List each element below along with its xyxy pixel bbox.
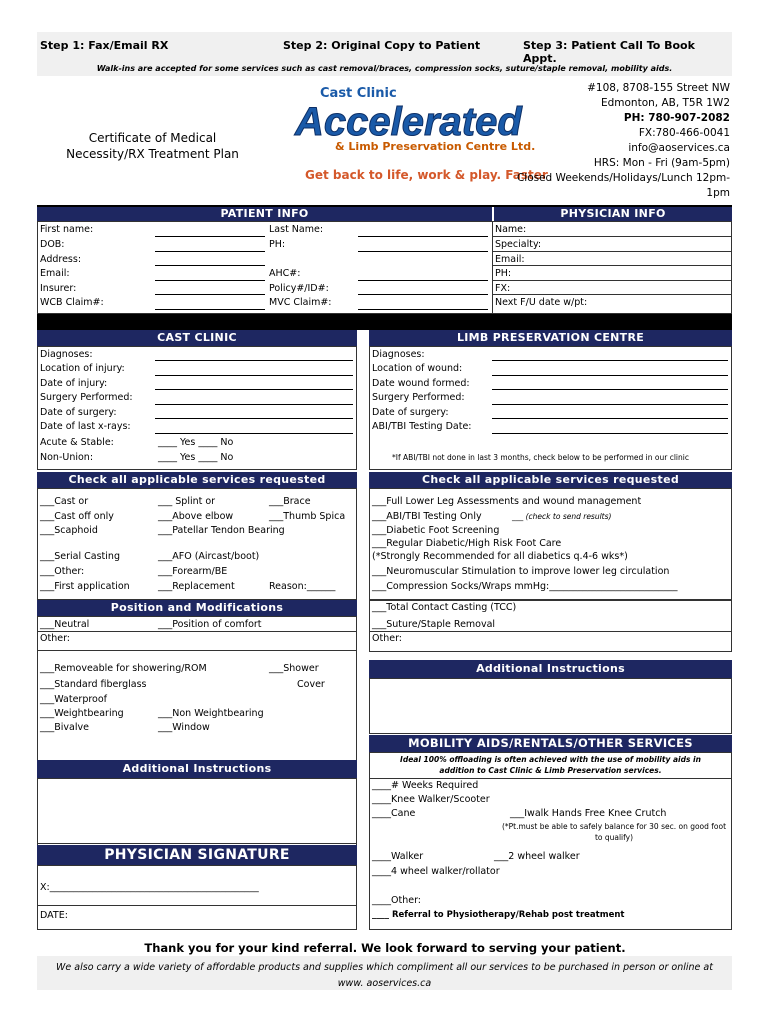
cast-diag-label: Diagnoses: <box>40 349 93 360</box>
svc-above-elbow[interactable]: ___Above elbow <box>158 511 234 522</box>
address-line: Edmonton, AB, T5R 1W2 <box>600 97 730 109</box>
phys-name-label: Name: <box>495 224 527 235</box>
abi-note: *If ABI/TBI not done in last 3 months, check below to be performed in our clinic <box>392 453 689 462</box>
closed-cont: 1pm <box>706 187 730 199</box>
mod-waterproof[interactable]: ___Waterproof <box>40 694 108 705</box>
last-name-field[interactable] <box>358 236 488 237</box>
black-band <box>37 314 732 330</box>
svc-abi[interactable]: ___ABI/TBI Testing Only <box>372 511 482 522</box>
clinic-address <box>517 81 730 201</box>
cast-date-field[interactable] <box>155 389 353 390</box>
svc-cast-off[interactable]: ___Cast off only <box>40 511 114 522</box>
svc-suture[interactable]: ___Suture/Staple Removal <box>372 619 496 630</box>
mod-fiberglass[interactable]: ___Standard fiberglass <box>40 679 147 690</box>
svc-strongly: (*Strongly Recommended for all diabetics q.4-6 wks*) <box>372 551 628 562</box>
cast-xray-label: Date of last x-rays: <box>40 421 131 432</box>
svc-other[interactable]: ___Other: <box>40 566 85 577</box>
phys-followup-label: Next F/U date w/pt: <box>495 297 588 308</box>
svc-forearm[interactable]: ___Forearm/BE <box>158 566 228 577</box>
ideal-line-2: addition to Cast Clinic & Limb Preservation services. <box>439 766 662 775</box>
svc-lower-leg[interactable]: ___Full Lower Leg Assessments and wound management <box>372 496 642 507</box>
acute-yesno[interactable]: ____ Yes ____ No <box>158 437 234 448</box>
svc-afo[interactable]: ___AFO (Aircast/boot) <box>158 551 260 562</box>
email-field[interactable] <box>155 280 265 281</box>
logo-main: Accelerated <box>295 100 522 143</box>
title-line-1: Certificate of Medical <box>88 131 217 145</box>
svc-replacement[interactable]: ___Replacement <box>158 581 235 592</box>
logo-top: Cast Clinic <box>320 86 397 101</box>
phys-ph-label: PH: <box>495 268 512 279</box>
limb-surgdate-label: Date of surgery: <box>372 407 449 418</box>
policy-field[interactable] <box>358 294 488 295</box>
step-3: Step 3: Patient Call To Book Appt. <box>523 39 695 65</box>
cast-surgery-field[interactable] <box>155 404 353 405</box>
cast-date-label: Date of injury: <box>40 378 108 389</box>
footer-note <box>37 960 732 992</box>
patient-info-header: PATIENT INFO <box>37 207 492 221</box>
svc-patellar[interactable]: ___Patellar Tendon Bearing <box>158 525 285 536</box>
ph-label: PH: <box>269 239 286 250</box>
logo-wordmark <box>293 97 533 143</box>
title-line-2: Necessity/RX Treatment Plan <box>66 147 239 161</box>
pos-comfort[interactable]: ___Position of comfort <box>158 619 262 630</box>
first-name-field[interactable] <box>155 236 265 237</box>
ideal-line-1: Ideal 100% offloading is often achieved with the use of mobility aids in <box>400 755 701 764</box>
mob-walker[interactable]: ____Walker <box>372 851 424 862</box>
mob-physio[interactable]: ____ Referral to Physiotherapy/Rehab post treatment <box>372 910 625 920</box>
fax: FX:780-466-0041 <box>638 127 730 139</box>
mod-removeable[interactable]: ___Removeable for showering/ROM <box>40 663 207 674</box>
mod-non-weightbearing[interactable]: ___Non Weightbearing <box>158 708 264 719</box>
svc-thumb[interactable]: ___Thumb Spica <box>269 511 346 522</box>
ph-field[interactable] <box>358 251 488 252</box>
additional-right-header: Additional Instructions <box>369 660 732 678</box>
acute-label: Acute & Stable: <box>40 437 114 448</box>
email-label: Email: <box>40 268 70 279</box>
email: info@aoservices.ca <box>628 142 730 154</box>
info-box <box>37 221 732 314</box>
mob-iwalk-note: (*Pt.must be able to safely balance for 30 sec. on good foot to qualify) <box>501 822 727 842</box>
cast-location-field[interactable] <box>155 375 353 376</box>
policy-label: Policy#/ID#: <box>269 283 329 294</box>
signature-box <box>37 865 357 930</box>
pos-neutral[interactable]: ___Neutral <box>40 619 90 630</box>
ahc-label: AHC#: <box>269 268 301 279</box>
wcb-label: WCB Claim#: <box>40 297 104 308</box>
address-line: #108, 8708-155 Street NW <box>587 82 730 94</box>
address-field[interactable] <box>155 265 265 266</box>
last-name-label: Last Name: <box>269 224 324 235</box>
abi-date-field[interactable] <box>492 433 728 434</box>
additional-left-header: Additional Instructions <box>37 760 357 778</box>
abi-date-label: ABI/TBI Testing Date: <box>372 421 472 432</box>
signature-header: PHYSICIAN SIGNATURE <box>37 845 357 865</box>
limb-header: LIMB PRESERVATION CENTRE <box>369 330 732 346</box>
limb-surgery-label: Surgery Performed: <box>372 392 465 403</box>
additional-right-box[interactable] <box>369 678 732 734</box>
signature-date[interactable]: DATE: <box>40 910 68 921</box>
insurer-field[interactable] <box>155 294 265 295</box>
svc-tcc[interactable]: ___Total Contact Casting (TCC) <box>372 602 517 613</box>
mod-weightbearing[interactable]: ___Weightbearing <box>40 708 124 719</box>
svc-cast[interactable]: ___Cast or <box>40 496 89 507</box>
dob-field[interactable] <box>155 251 265 252</box>
mobility-ideal <box>369 754 732 776</box>
limb-formed-field[interactable] <box>492 389 728 390</box>
hours: HRS: Mon - Fri (9am-5pm) <box>593 157 730 169</box>
svc-first[interactable]: ___First application <box>40 581 130 592</box>
mob-other[interactable]: ____Other: <box>372 895 422 906</box>
limb-diag-field[interactable] <box>492 360 728 361</box>
insurer-label: Insurer: <box>40 283 77 294</box>
limb-surgdate-field[interactable] <box>492 418 728 419</box>
thanks-text: Thank you for your kind referral. We look forward to serving your patient. <box>144 941 626 955</box>
limb-location-field[interactable] <box>492 375 728 376</box>
physician-info-header: PHYSICIAN INFO <box>494 207 732 221</box>
steps-bar <box>37 32 732 76</box>
svc-brace[interactable]: ___Brace <box>269 496 311 507</box>
mod-window[interactable]: ___Window <box>158 722 210 733</box>
limb-services-header: Check all applicable services requested <box>369 472 732 488</box>
nonunion-label: Non-Union: <box>40 452 94 463</box>
address-label: Address: <box>40 254 82 265</box>
svc-foot-care[interactable]: ___Regular Diabetic/High Risk Foot Care <box>372 538 562 549</box>
svc-neuro[interactable]: ___Neuromuscular Stimulation to improve lower leg circulation <box>372 566 670 577</box>
phone: PH: 780-907-2082 <box>623 112 730 124</box>
position-header: Position and Modifications <box>37 600 357 616</box>
nonunion-yesno[interactable]: ____ Yes ____ No <box>158 452 234 463</box>
first-name-label: First name: <box>40 224 94 235</box>
dob-label: DOB: <box>40 239 65 250</box>
svc-reason[interactable]: Reason:______ <box>269 581 336 592</box>
svc-limb-other[interactable]: Other: <box>372 633 403 644</box>
mod-bivalve[interactable]: ___Bivalve <box>40 722 89 733</box>
cast-surgdate-field[interactable] <box>155 418 353 419</box>
mob-knee-walker[interactable]: ____Knee Walker/Scooter <box>372 794 490 805</box>
ahc-field[interactable] <box>358 280 488 281</box>
mob-cane[interactable]: ____Cane <box>372 808 416 819</box>
signature-field[interactable]: X:____________________________________________ <box>40 882 259 893</box>
logo-sub: & Limb Preservation Centre Ltd. <box>335 140 536 153</box>
limb-location-label: Location of wound: <box>372 363 463 374</box>
mob-2-wheel[interactable]: ___2 wheel walker <box>494 851 580 862</box>
phys-specialty-label: Specialty: <box>495 239 542 250</box>
cast-location-label: Location of injury: <box>40 363 125 374</box>
footer-web[interactable]: www. aoservices.ca <box>337 978 432 989</box>
phys-fx-label: FX: <box>495 283 511 294</box>
mobility-header: MOBILITY AIDS/RENTALS/OTHER SERVICES <box>369 735 732 752</box>
wcb-field[interactable] <box>155 309 265 310</box>
cast-clinic-header: CAST CLINIC <box>37 330 357 346</box>
svc-splint[interactable]: ___ Splint or <box>158 496 216 507</box>
svc-scaphoid[interactable]: ___Scaphoid <box>40 525 98 536</box>
mvc-field[interactable] <box>358 309 488 310</box>
mod-shower[interactable]: ___Shower <box>269 663 319 674</box>
svc-serial[interactable]: ___Serial Casting <box>40 551 120 562</box>
footer-note-text: We also carry a wide variety of affordable products and supplies which compliment all our services to be purchased in person or online at <box>56 962 713 973</box>
cast-xray-field[interactable] <box>155 433 353 434</box>
limb-diag-label: Diagnoses: <box>372 349 425 360</box>
mvc-label: MVC Claim#: <box>269 297 332 308</box>
mob-4-wheel[interactable]: ____4 wheel walker/rollator <box>372 866 500 877</box>
svc-abi-results[interactable]: ___ (check to send results) <box>512 512 612 521</box>
cast-services-header: Check all applicable services requested <box>37 472 357 488</box>
page-title <box>40 130 265 162</box>
limb-surgery-field[interactable] <box>492 404 728 405</box>
phys-email-label: Email: <box>495 254 525 265</box>
mob-iwalk[interactable]: ___Iwalk Hands Free Knee Crutch <box>510 808 667 819</box>
tagline: Get back to life, work & play. Faster <box>305 168 548 182</box>
svc-diabetic-screen[interactable]: ___Diabetic Foot Screening <box>372 525 500 536</box>
svc-compression[interactable]: ___Compression Socks/Wraps mmHg:___________________________ <box>372 581 678 592</box>
step-2: Step 2: Original Copy to Patient <box>283 39 481 52</box>
walkin-note: Walk-ins are accepted for some services such as cast removal/braces, compression socks, suture/staple removal, mobility aids. <box>96 64 673 73</box>
cast-surgdate-label: Date of surgery: <box>40 407 117 418</box>
limb-formed-label: Date wound formed: <box>372 378 470 389</box>
mod-shower-cover: Cover <box>297 679 325 690</box>
cast-diag-field[interactable] <box>155 360 353 361</box>
pos-other[interactable]: Other: <box>40 633 71 644</box>
step-1: Step 1: Fax/Email RX <box>40 39 169 52</box>
additional-left-box[interactable] <box>37 778 357 844</box>
cast-surgery-label: Surgery Performed: <box>40 392 133 403</box>
mob-weeks[interactable]: ____# Weeks Required <box>372 780 479 791</box>
closed: Closed Weekends/Holidays/Lunch 12pm- <box>516 172 730 184</box>
